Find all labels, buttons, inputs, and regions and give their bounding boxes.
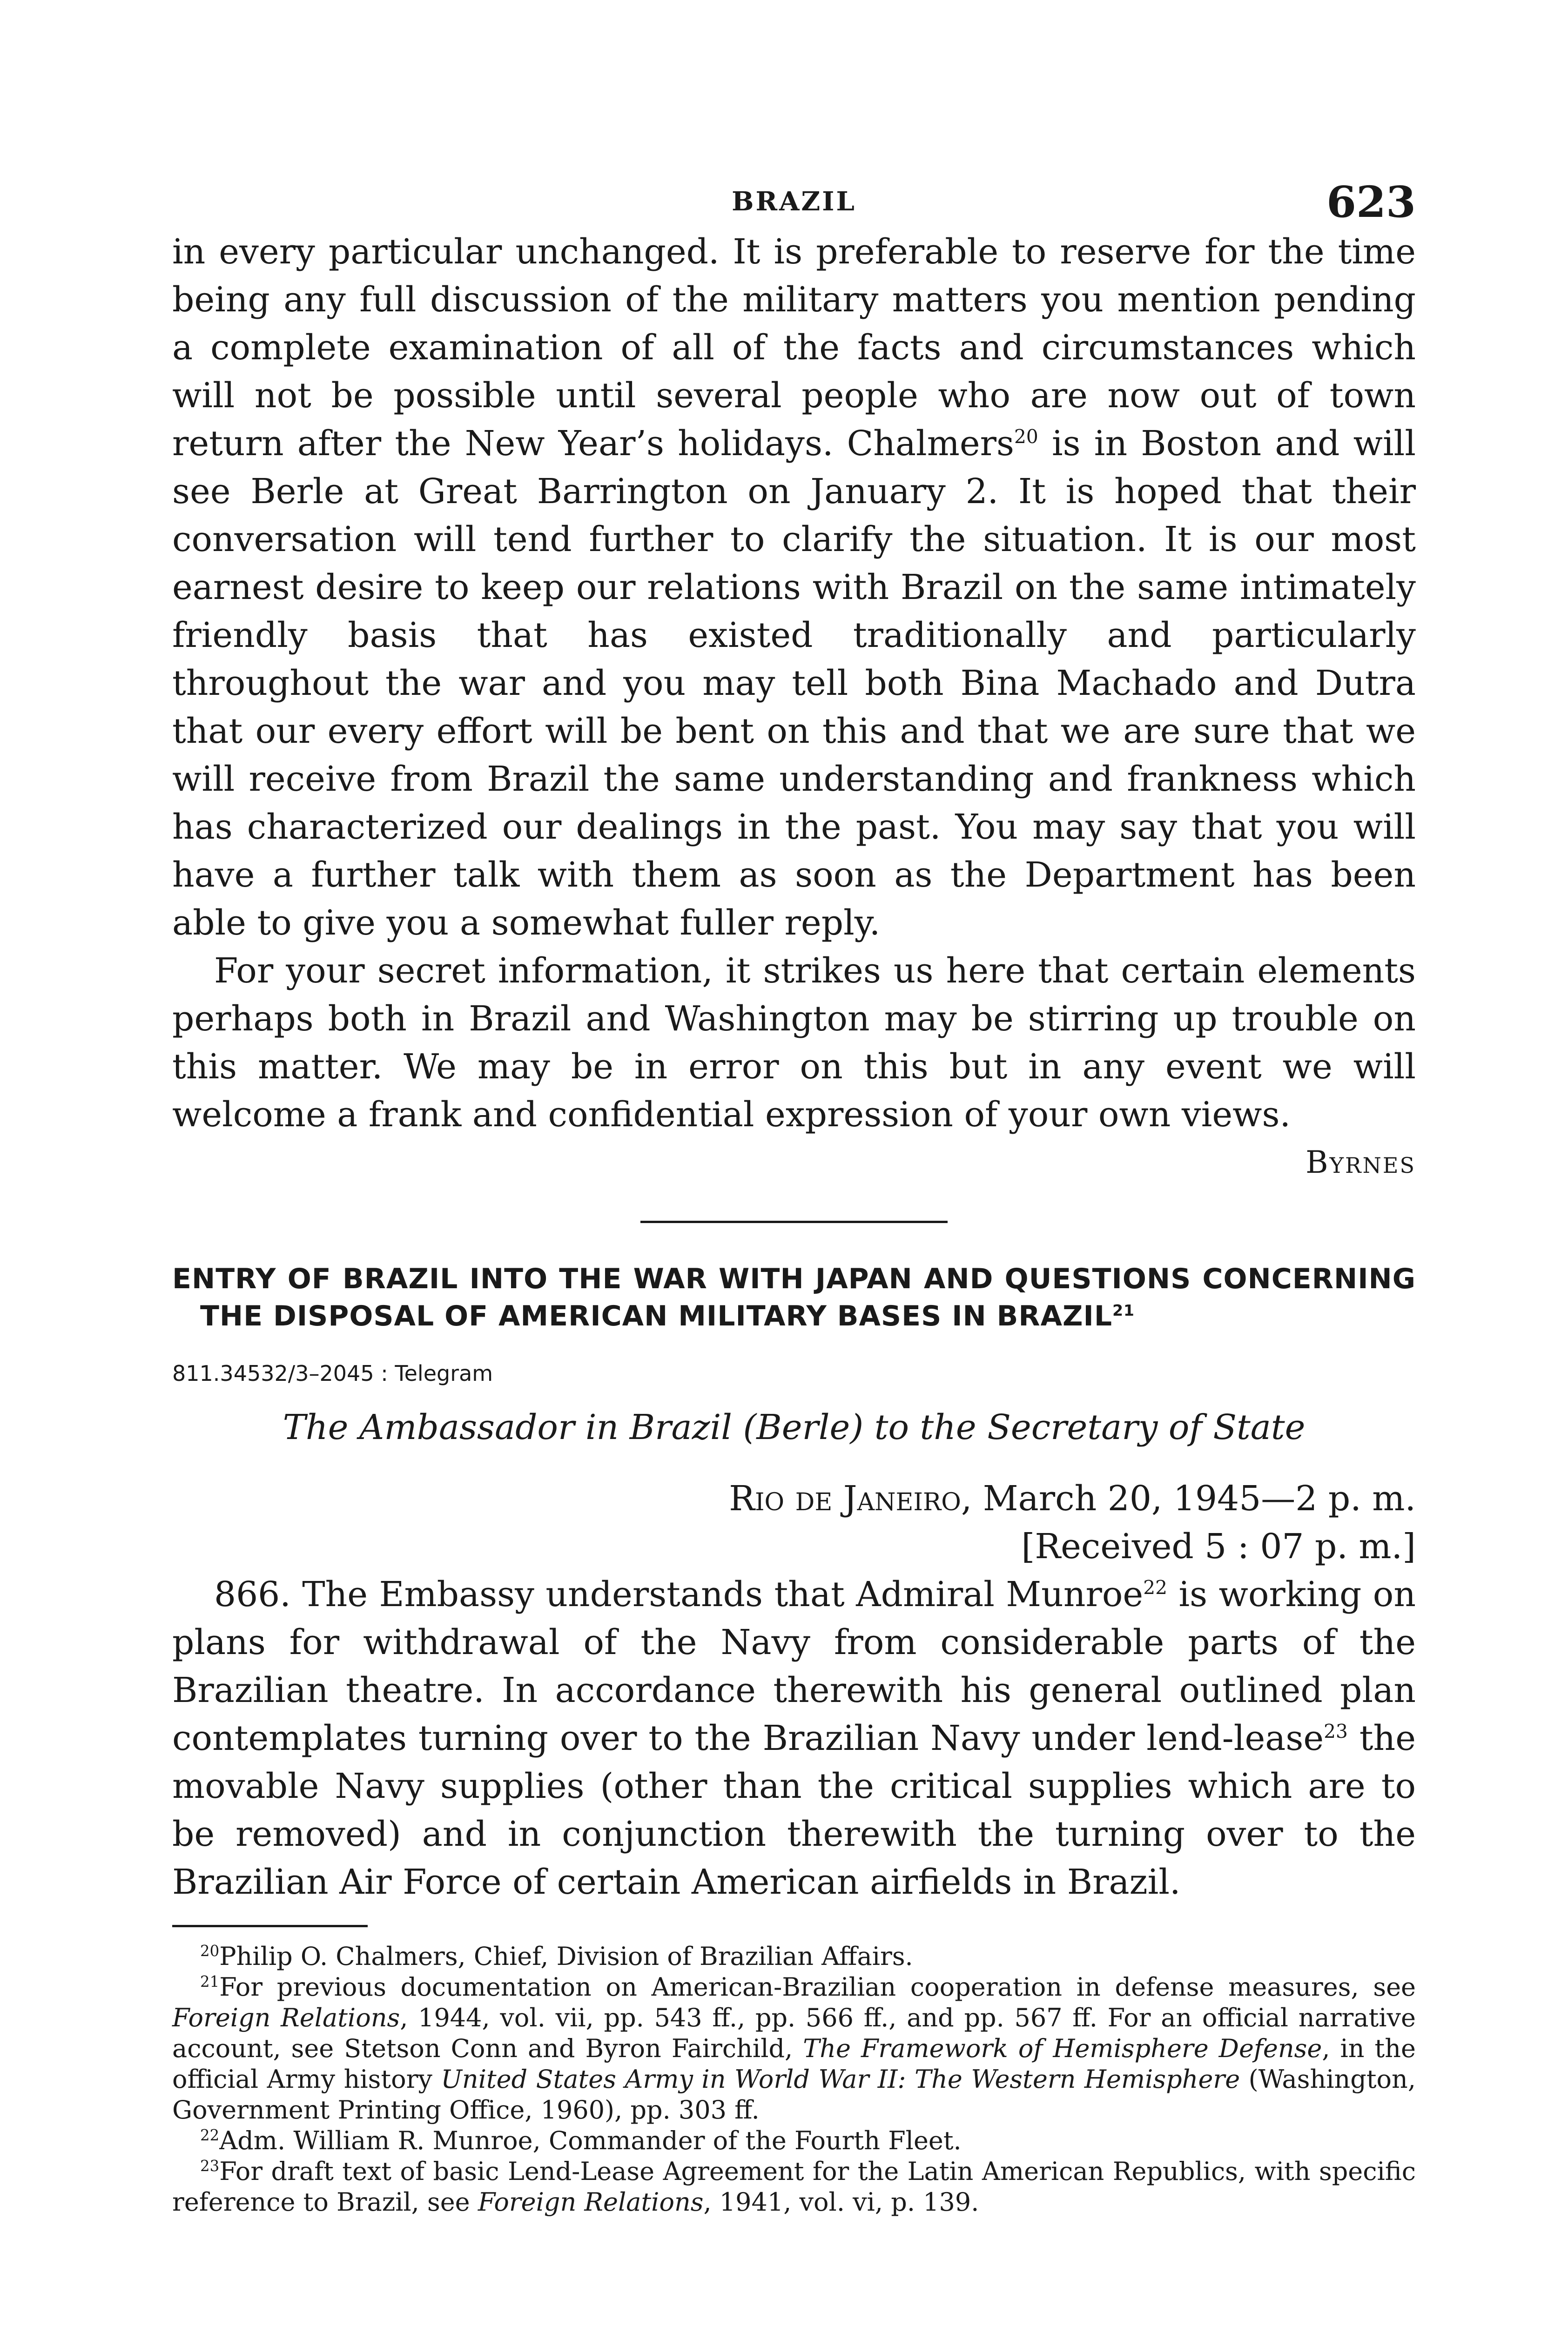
letter-paragraph-1 (172, 228, 1416, 947)
footnote-text: For draft text of basic Lend-Lease Agreement for the Latin American Republics, with specific reference to Brazil, see (172, 2157, 1416, 2217)
footnote-citation: Foreign Relations (478, 2187, 704, 2217)
footnote-text: Adm. William R. Munroe, Commander of the Fourth Fleet. (219, 2126, 962, 2155)
footnote-ref-20[interactable]: 20 (1014, 425, 1038, 448)
telegram-body-end: the movable Navy supplies (other than the critical supplies which are to be removed) and in conjunction therewith the turning over to the Brazilian Air Force of certain American airfields in Brazil. (172, 1718, 1416, 1902)
footnote-text: (Washington, Government Printing Office, 1960), pp. 303 ff. (172, 2065, 1416, 2125)
footnote-number: 23 (200, 2157, 220, 2175)
footnote-21 (172, 1972, 1416, 2125)
footnote-ref-21[interactable]: 21 (1112, 1301, 1135, 1319)
footnote-number: 22 (200, 2126, 220, 2144)
footnote-citation: The Framework of Hemisphere Defense (803, 2034, 1322, 2063)
footnote-20 (172, 1941, 1416, 1972)
section-heading-text: ENTRY OF BRAZIL INTO THE WAR WITH JAPAN AND QUESTIONS CONCERNING THE DISPOSAL OF AMERICAN MILITARY BASES IN BRAZIL (172, 1263, 1416, 1332)
footnote-text: Philip O. Chalmers, Chief, Division of Brazilian Affairs. (219, 1942, 913, 1971)
dateline-date: March 20, 1945—2 p. m. (972, 1479, 1416, 1519)
letter-paragraph-2: For your secret information, it strikes us here that certain elements perhaps both in Brazil and Washington may be stirring up trouble on this matter. We may be in error on this but in any event we will welcome a frank and confidential expression of your own views. (172, 951, 1416, 1135)
document-page (172, 177, 1416, 2218)
telegram-body-middle: is working on plans for withdrawal of the Navy from considerable parts of the Brazilian theatre. In accordance therewith his general outlined plan contemplates turning over to the Brazilian Navy under lend-lease (172, 1574, 1416, 1758)
letter-paragraph-1-text: in every particular unchanged. It is preferable to reserve for the time being any full discussion of the military matters you mention pending a complete examination of all of the facts and circumstances which will not be possible until several people who are now out of town return after the New Year’s holidays. Chalmers (172, 232, 1416, 464)
file-reference: 811.34532/3–2045 : Telegram (172, 1361, 493, 1386)
signature: Byrnes (1306, 1144, 1416, 1180)
section-divider (640, 1221, 948, 1223)
footnote-23 (172, 2156, 1416, 2218)
footnote-citation: United States Army in World War II: The Western Hemisphere (441, 2065, 1240, 2094)
footnote-text: , in the official Army history (172, 2034, 1416, 2094)
footnote-22 (172, 2125, 1416, 2156)
received-time: [Received 5 : 07 p. m.] (1021, 1527, 1416, 1567)
footnote-divider (172, 1925, 368, 1927)
footnote-ref-23[interactable]: 23 (1324, 1720, 1348, 1743)
running-header (172, 177, 1416, 228)
footnote-citation: Foreign Relations (172, 2003, 400, 2032)
page-number: 623 (1326, 177, 1416, 227)
footnote-ref-22[interactable]: 22 (1143, 1576, 1168, 1599)
telegram-body (172, 1571, 1416, 1906)
dateline (172, 1475, 1416, 1523)
letter-paragraph-1-continued: is in Boston and will see Berle at Great Barrington on January 2. It is hoped that their conversation will tend further to clarify the situation. It is our most earnest desire to keep our relations with Brazil on the same intimately friendly basis that has existed traditionally and particularly throughout the war and you may tell both Bina Machado and Dutra that our every effort will be bent on this and that we are sure that we will receive from Brazil the same understanding and frankness which has characterized our dealings in the past. You may say that you will have a further talk with them as soon as the Department has been able to give you a somewhat fuller reply. (172, 424, 1416, 943)
footnote-number: 21 (200, 1973, 220, 1991)
telegram-body-start: 866. The Embassy understands that Admiral Munroe (214, 1574, 1144, 1614)
section-heading (172, 1260, 1416, 1335)
dateline-place: Rio de Janeiro, (729, 1479, 972, 1519)
footnote-text: , 1941, vol. vi, p. 139. (703, 2187, 979, 2217)
footnote-text: For previous documentation on American-Brazilian cooperation in defense measures, see (219, 1972, 1416, 2002)
document-title: The Ambassador in Brazil (Berle) to the Secretary of State (283, 1407, 1306, 1447)
footnote-text: , 1944, vol. vii, pp. 543 ff., pp. 566 ff., and pp. 567 ff. For an official narrative account, see Stetson Conn and Byron Fairchild, (172, 2003, 1416, 2063)
footnote-number: 20 (200, 1942, 220, 1960)
running-title: BRAZIL (732, 186, 856, 217)
